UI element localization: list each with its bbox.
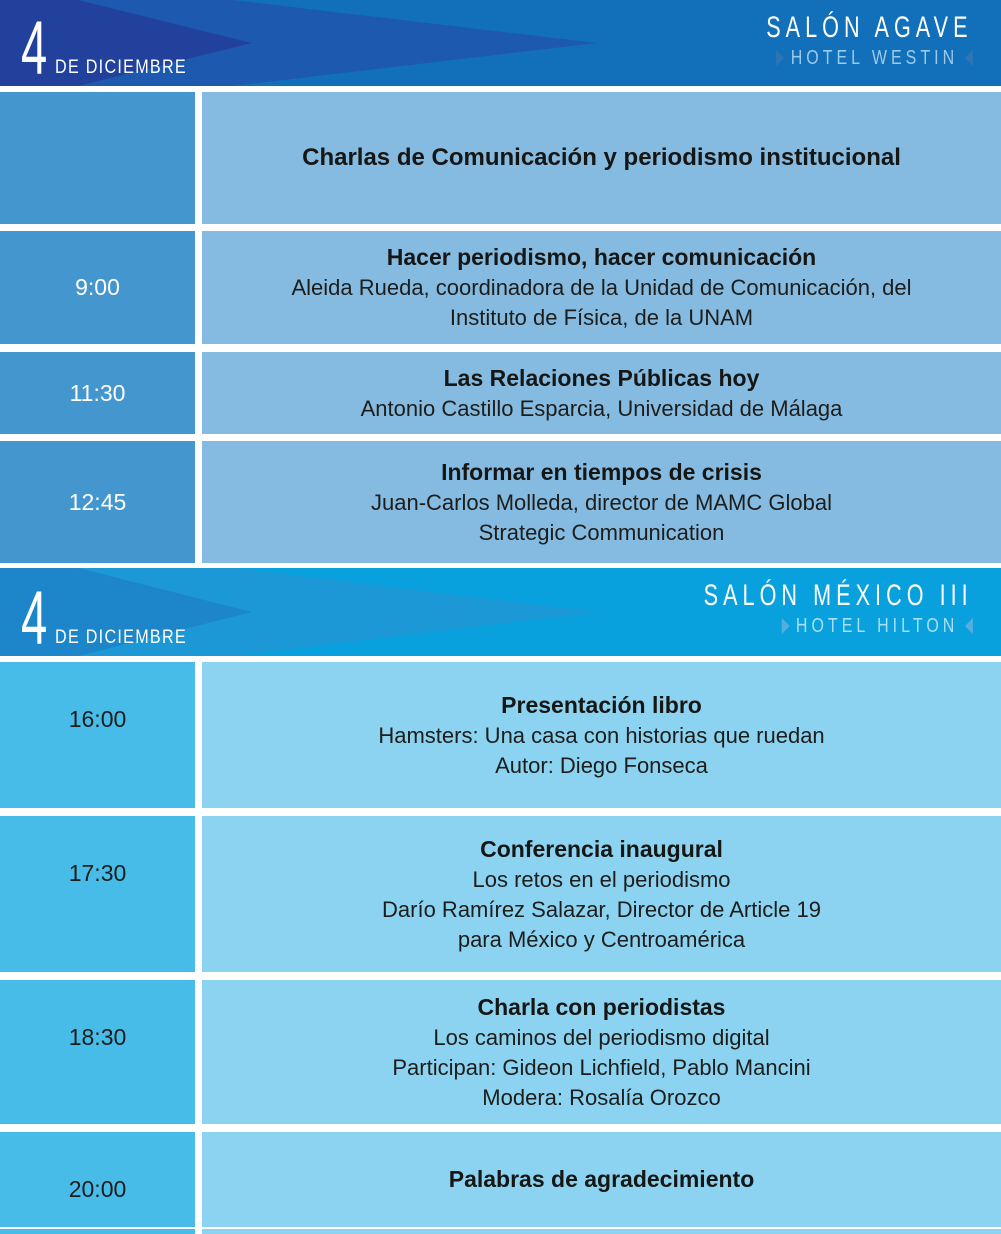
time-label: 18:30 bbox=[68, 1024, 127, 1050]
event-cell bbox=[202, 1132, 1001, 1227]
column-gap bbox=[195, 1229, 202, 1234]
time-label: 11:30 bbox=[69, 379, 126, 406]
salon-name: SALÓN AGAVE bbox=[766, 11, 973, 44]
event-title: Presentación libro bbox=[501, 691, 702, 718]
next-row-time-sliver bbox=[0, 1229, 195, 1234]
event-line: Strategic Communication bbox=[478, 519, 725, 545]
hotel-name: HOTEL HILTON bbox=[796, 615, 959, 637]
time-label: 9:00 bbox=[75, 274, 120, 300]
section-title: Charlas de Comunicación y periodismo institucional bbox=[302, 144, 901, 171]
day-number: 4 bbox=[21, 576, 48, 656]
event-title: Informar en tiempos de crisis bbox=[441, 458, 762, 485]
event-line: para México y Centroamérica bbox=[457, 926, 746, 952]
event-line: Instituto de Física, de la UNAM bbox=[449, 305, 754, 330]
section-title-cell bbox=[202, 92, 1001, 224]
schedule-row-1600 bbox=[0, 662, 1001, 808]
column-gap bbox=[195, 352, 202, 434]
schedule-row-1730 bbox=[0, 816, 1001, 972]
column-gap bbox=[195, 231, 202, 344]
right-arrow-icon bbox=[782, 618, 790, 634]
venue-block bbox=[686, 12, 973, 69]
time-cell-empty bbox=[0, 92, 195, 224]
day-number: 4 bbox=[21, 6, 48, 86]
event-cell bbox=[202, 980, 1001, 1124]
event-line: Aleida Rueda, coordinadora de la Unidad de Comunicación, del bbox=[291, 275, 912, 300]
column-gap bbox=[195, 1132, 202, 1227]
schedule-row-1830 bbox=[0, 980, 1001, 1124]
time-label: 20:00 bbox=[68, 1176, 127, 1202]
event-title: Charla con periodistas bbox=[477, 993, 726, 1020]
time-cell bbox=[0, 980, 195, 1124]
column-gap bbox=[195, 441, 202, 563]
time-cell bbox=[0, 352, 195, 434]
event-line: Darío Ramírez Salazar, Director de Article 19 bbox=[382, 896, 821, 922]
date-label: DE DICIEMBRE bbox=[55, 57, 188, 78]
next-row-content-sliver bbox=[202, 1229, 1001, 1234]
event-title: Hacer periodismo, hacer comunicación bbox=[386, 244, 817, 270]
schedule-row-1130 bbox=[0, 352, 1001, 434]
event-title: Las Relaciones Públicas hoy bbox=[443, 364, 760, 391]
schedule-row-0900 bbox=[0, 231, 1001, 344]
event-title: Palabras de agradecimiento bbox=[448, 1166, 755, 1192]
schedule-row-1245 bbox=[0, 441, 1001, 563]
column-gap bbox=[195, 980, 202, 1124]
time-cell bbox=[0, 441, 195, 563]
event-cell bbox=[202, 816, 1001, 972]
left-arrow-icon bbox=[965, 618, 973, 634]
event-line: Modera: Rosalía Orozco bbox=[482, 1084, 721, 1110]
column-gap bbox=[195, 816, 202, 972]
event-cell bbox=[202, 352, 1001, 434]
column-gap bbox=[195, 92, 202, 224]
event-title: Conferencia inaugural bbox=[480, 835, 723, 862]
left-arrow-icon bbox=[965, 50, 973, 66]
next-row-sliver bbox=[0, 1229, 1001, 1234]
section-title-row bbox=[0, 92, 1001, 224]
event-line: Los caminos del periodismo digital bbox=[433, 1024, 770, 1050]
section-header-mexico bbox=[0, 568, 1001, 656]
event-line: Participan: Gideon Lichfield, Pablo Mancini bbox=[392, 1054, 811, 1080]
column-gap bbox=[195, 662, 202, 808]
event-cell bbox=[202, 231, 1001, 344]
event-cell bbox=[202, 441, 1001, 563]
time-cell bbox=[0, 662, 195, 808]
date-label: DE DICIEMBRE bbox=[55, 627, 188, 648]
section-header-agave bbox=[0, 0, 1001, 86]
event-line: Juan-Carlos Molleda, director de MAMC Global bbox=[371, 489, 832, 515]
time-label: 12:45 bbox=[68, 488, 127, 515]
date-block bbox=[21, 576, 211, 656]
schedule-row-2000 bbox=[0, 1132, 1001, 1227]
right-arrow-icon bbox=[777, 50, 785, 66]
salon-name: SALÓN MÉXICO III bbox=[703, 579, 973, 612]
hotel-line bbox=[744, 47, 973, 69]
time-label: 16:00 bbox=[68, 706, 127, 732]
time-label: 17:30 bbox=[68, 860, 127, 886]
event-cell bbox=[202, 662, 1001, 808]
event-line: Hamsters: Una casa con historias que ruedan bbox=[378, 722, 825, 748]
time-cell bbox=[0, 816, 195, 972]
hotel-name: HOTEL WESTIN bbox=[791, 47, 959, 69]
time-cell bbox=[0, 1132, 195, 1227]
event-line: Los retos en el periodismo bbox=[472, 866, 731, 892]
event-line: Antonio Castillo Esparcia, Universidad de Málaga bbox=[360, 395, 843, 421]
event-line: Autor: Diego Fonseca bbox=[495, 752, 708, 778]
date-block bbox=[21, 6, 211, 86]
time-cell bbox=[0, 231, 195, 344]
venue-block bbox=[599, 580, 973, 637]
hotel-line bbox=[674, 615, 973, 637]
